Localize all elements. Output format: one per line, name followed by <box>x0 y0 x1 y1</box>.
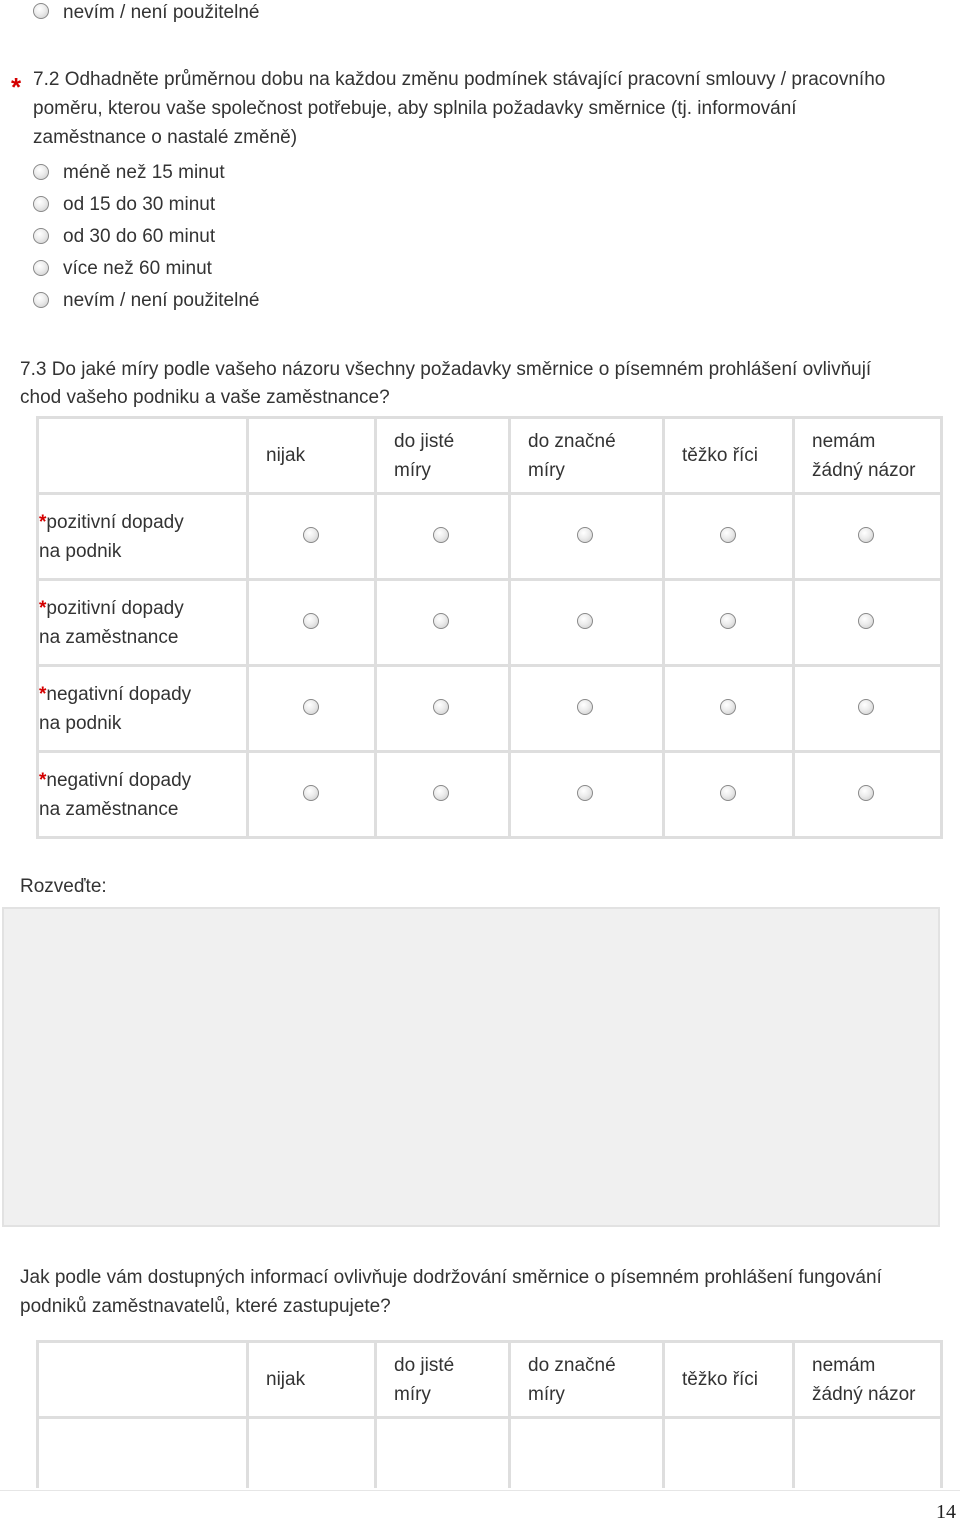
matrix-row-partial <box>38 1418 942 1488</box>
row-label-line-1: pozitivní dopady <box>46 511 184 533</box>
matrix-cell <box>794 494 942 580</box>
column-header-considerable-label-1: do značné <box>528 430 616 452</box>
matrix-cell <box>794 1418 942 1488</box>
column-header-some-label-1: do jisté <box>394 1354 455 1376</box>
matrix-cell <box>376 666 510 752</box>
next-question-matrix <box>36 1340 943 1488</box>
page-divider <box>0 1490 960 1491</box>
column-header-none-label: nijak <box>266 445 306 466</box>
radio-negative-business-hard-to-say[interactable] <box>720 699 736 715</box>
question-7-3-text-line-1: 7.3 Do jaké míry podle vašeho názoru všechny požadavky směrnice o písemném prohlášení ovlivňují <box>20 359 872 380</box>
column-header-no-opinion-label-1: nemám <box>812 1354 876 1376</box>
row-label-line-1: pozitivní dopady <box>46 597 184 619</box>
radio-positive-business-hard-to-say[interactable] <box>720 527 736 543</box>
row-label-line-2: na podnik <box>39 712 122 734</box>
matrix-cell <box>376 580 510 666</box>
matrix-header-row <box>38 418 942 494</box>
column-header-no-opinion-label-1: nemám <box>812 430 876 452</box>
radio-15-30[interactable] <box>33 196 49 212</box>
column-header-some <box>376 1342 510 1418</box>
row-label-line-2: na zaměstnance <box>39 798 179 820</box>
radio-negative-business-some[interactable] <box>433 699 449 715</box>
radio-negative-business-none[interactable] <box>303 699 319 715</box>
explain-textarea[interactable] <box>2 907 940 1227</box>
matrix-cell <box>510 1418 664 1488</box>
matrix-cell <box>794 752 942 838</box>
question-7-2-text-line-2: poměru, kterou vaše společnost potřebuje, aby splnila požadavky směrnice (tj. informování <box>33 98 797 119</box>
column-header-none <box>248 1342 376 1418</box>
column-header-considerable-label-2: míry <box>528 1383 565 1405</box>
page-number: 14 <box>936 1501 956 1523</box>
matrix-cell <box>664 1418 794 1488</box>
matrix-cell <box>510 752 664 838</box>
row-label-line-1: negativní dopady <box>46 683 192 705</box>
matrix-cell <box>376 1418 510 1488</box>
row-label-negative-business <box>38 666 248 752</box>
required-marker: * <box>39 597 47 619</box>
next-question-text-line-1: Jak podle vám dostupných informací ovlivňuje dodržování směrnice o písemném prohlášení fungování <box>20 1267 882 1288</box>
radio-positive-employees-considerable[interactable] <box>577 613 593 629</box>
radio-positive-business-considerable[interactable] <box>577 527 593 543</box>
matrix-cell <box>510 580 664 666</box>
matrix-cell <box>248 666 376 752</box>
radio-negative-business-considerable[interactable] <box>577 699 593 715</box>
matrix-cell <box>664 666 794 752</box>
radio-30-60[interactable] <box>33 228 49 244</box>
matrix-cell <box>248 580 376 666</box>
matrix-cell <box>664 752 794 838</box>
matrix-cell <box>376 494 510 580</box>
radio-negative-employees-some[interactable] <box>433 785 449 801</box>
column-header-none <box>248 418 376 494</box>
required-marker: * <box>11 72 22 102</box>
column-header-no-opinion <box>794 1342 942 1418</box>
column-header-some-label-1: do jisté <box>394 430 455 452</box>
matrix-row-positive-employees <box>38 580 942 666</box>
column-header-none-label: nijak <box>266 1369 306 1390</box>
column-header-hard-to-say-label: těžko říci <box>682 1369 759 1390</box>
row-label-line-2: na zaměstnance <box>39 626 179 648</box>
matrix-cell <box>510 666 664 752</box>
matrix-cell <box>248 494 376 580</box>
column-header-considerable <box>510 418 664 494</box>
column-header-hard-to-say-label: těžko říci <box>682 445 759 466</box>
row-label-line-2: na podnik <box>39 540 122 562</box>
matrix-row-negative-business <box>38 666 942 752</box>
column-header-no-opinion <box>794 418 942 494</box>
radio-positive-business-some[interactable] <box>433 527 449 543</box>
row-label-line-1: negativní dopady <box>46 769 192 791</box>
column-header-hard-to-say <box>664 418 794 494</box>
radio-unknown[interactable] <box>33 292 49 308</box>
matrix-cell <box>248 1418 376 1488</box>
required-marker: * <box>39 683 47 705</box>
radio-positive-employees-none[interactable] <box>303 613 319 629</box>
column-header-considerable-label-2: míry <box>528 459 565 481</box>
question-7-2-text-line-3: zaměstnance o nastalé změně) <box>33 127 298 148</box>
radio-positive-business-none[interactable] <box>303 527 319 543</box>
matrix-cell <box>664 494 794 580</box>
required-marker: * <box>39 511 47 533</box>
radio-negative-business-no-opinion[interactable] <box>858 699 874 715</box>
column-header-no-opinion-label-2: žádný názor <box>812 459 916 481</box>
option-label-unknown: nevím / není použitelné <box>63 290 260 311</box>
radio-positive-employees-hard-to-say[interactable] <box>720 613 736 629</box>
radio-positive-employees-some[interactable] <box>433 613 449 629</box>
matrix-cell <box>248 752 376 838</box>
column-header-considerable-label-1: do značné <box>528 1354 616 1376</box>
matrix-cell <box>794 580 942 666</box>
matrix-corner-cell <box>38 418 248 494</box>
matrix-cell <box>794 666 942 752</box>
matrix-cell <box>664 580 794 666</box>
radio-negative-employees-none[interactable] <box>303 785 319 801</box>
radio-negative-employees-considerable[interactable] <box>577 785 593 801</box>
row-label-negative-employees <box>38 752 248 838</box>
option-label-less-15: méně než 15 minut <box>63 162 225 183</box>
radio-negative-employees-hard-to-say[interactable] <box>720 785 736 801</box>
row-label-positive-business <box>38 494 248 580</box>
matrix-cell <box>510 494 664 580</box>
option-label-prev-unknown: nevím / není použitelné <box>63 2 260 23</box>
radio-negative-employees-no-opinion[interactable] <box>858 785 874 801</box>
radio-prev-unknown[interactable] <box>33 3 49 19</box>
column-header-some-label-2: míry <box>394 1383 431 1405</box>
radio-more-60[interactable] <box>33 260 49 276</box>
radio-positive-employees-no-opinion[interactable] <box>858 613 874 629</box>
radio-positive-business-no-opinion[interactable] <box>858 527 874 543</box>
next-question-text-line-2: podniků zaměstnavatelů, které zastupujete? <box>20 1296 391 1317</box>
matrix-cell <box>376 752 510 838</box>
option-label-more-60: více než 60 minut <box>63 258 212 279</box>
column-header-no-opinion-label-2: žádný názor <box>812 1383 916 1405</box>
matrix-cell <box>38 1418 248 1488</box>
question-7-3-text-line-2: chod vašeho podniku a vaše zaměstnance? <box>20 387 390 408</box>
option-label-15-30: od 15 do 30 minut <box>63 194 216 215</box>
matrix-row-positive-business <box>38 494 942 580</box>
explain-label: Rozveďte: <box>20 876 107 897</box>
question-7-2-text-line-1: 7.2 Odhadněte průměrnou dobu na každou změnu podmínek stávající pracovní smlouvy / pracovního <box>33 69 886 90</box>
column-header-some <box>376 418 510 494</box>
question-7-3-matrix <box>36 416 943 839</box>
column-header-some-label-2: míry <box>394 459 431 481</box>
row-label-positive-employees <box>38 580 248 666</box>
column-header-hard-to-say <box>664 1342 794 1418</box>
option-label-30-60: od 30 do 60 minut <box>63 226 216 247</box>
matrix-row-negative-employees <box>38 752 942 838</box>
required-marker: * <box>39 769 47 791</box>
radio-less-15[interactable] <box>33 164 49 180</box>
column-header-considerable <box>510 1342 664 1418</box>
matrix-header-row <box>38 1342 942 1418</box>
matrix-corner-cell <box>38 1342 248 1418</box>
